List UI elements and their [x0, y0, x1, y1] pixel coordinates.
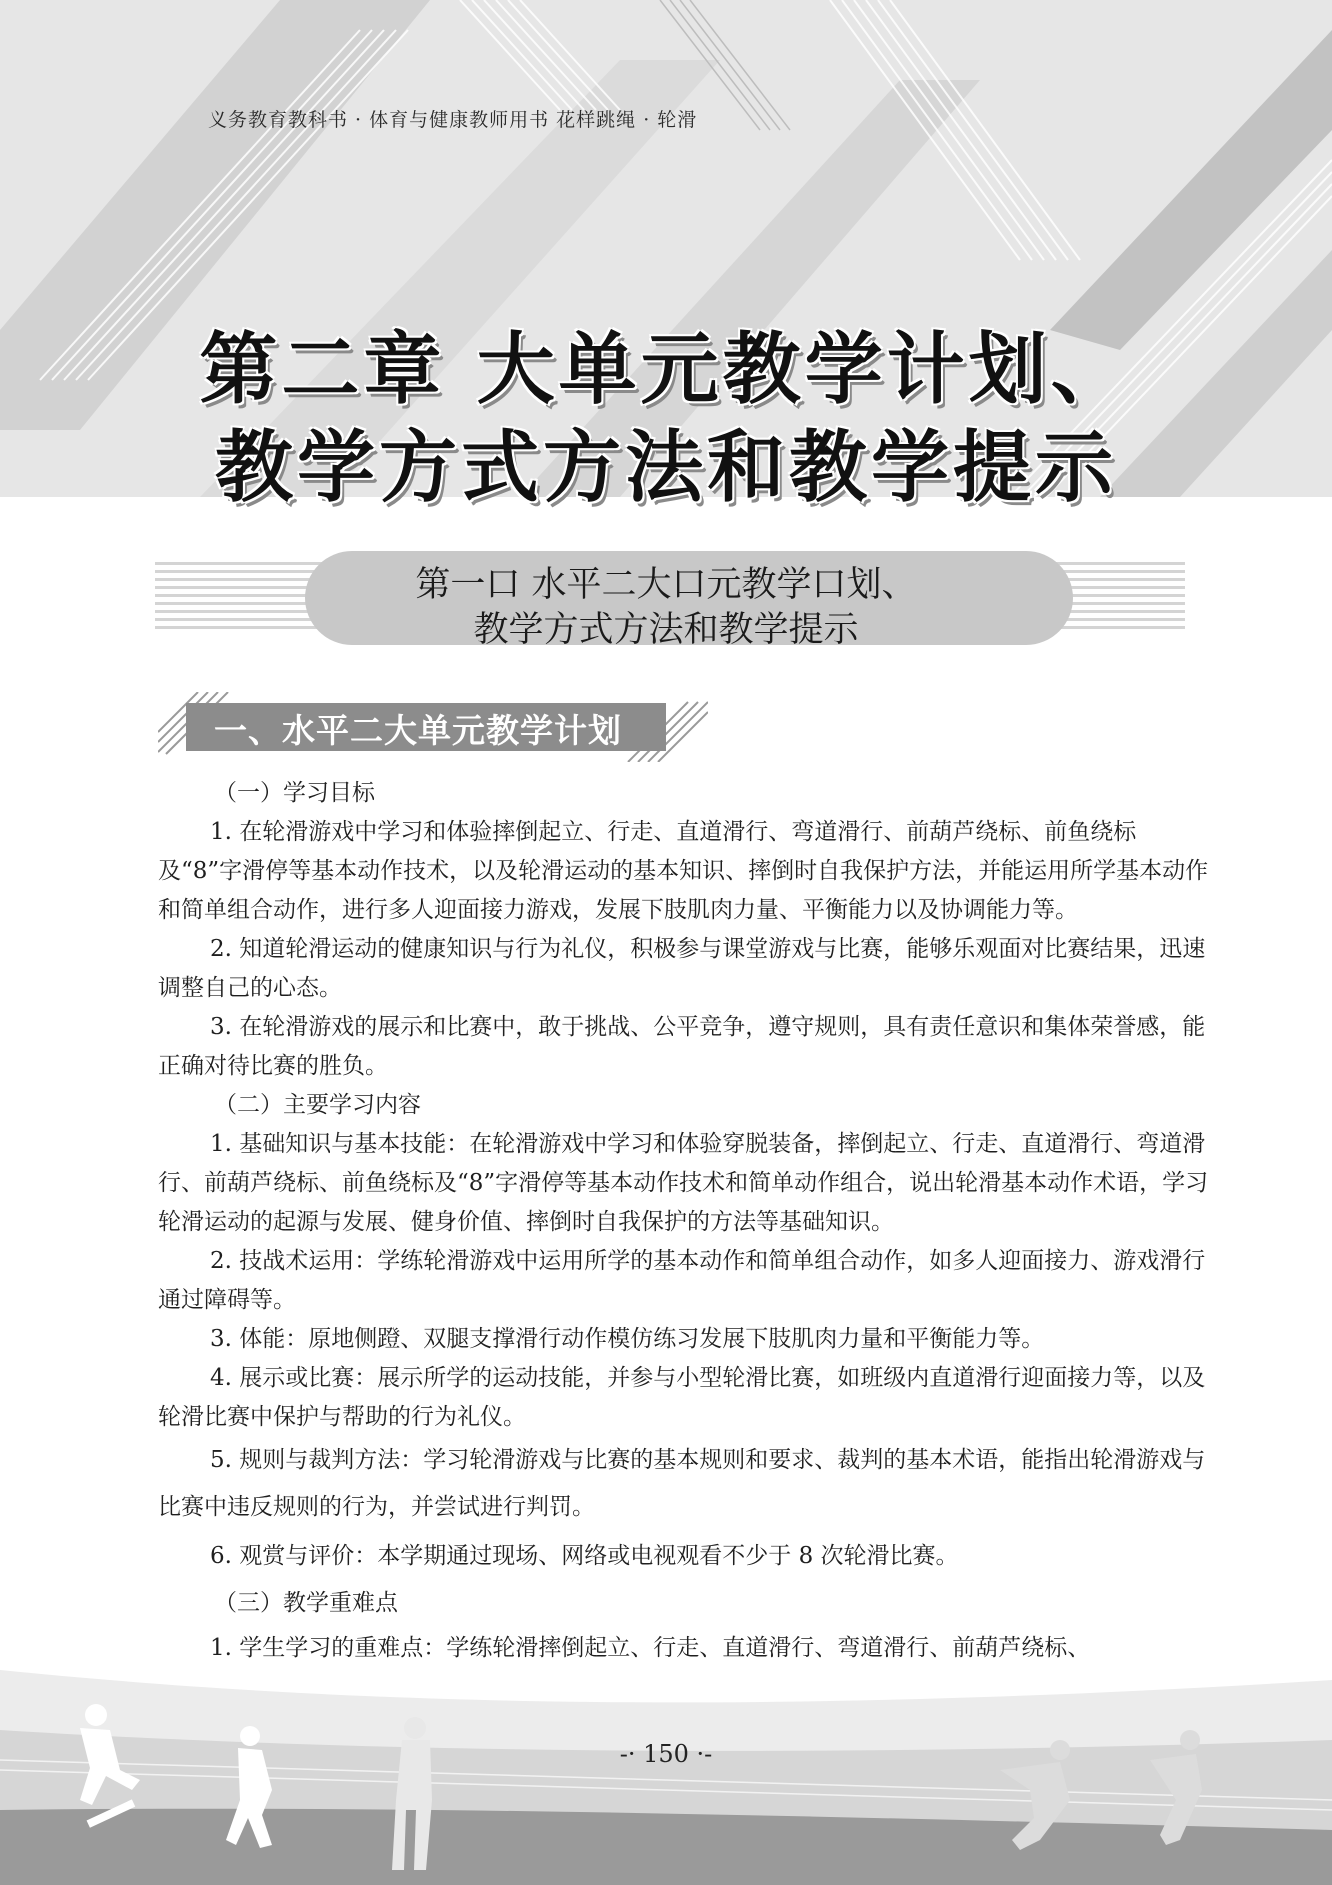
section-title-line2: 教学方式方法和教学提示: [473, 610, 859, 650]
subsection-title: 一、水平二大单元教学计划: [214, 711, 622, 750]
content-paragraph-6: 6. 观赏与评价：本学期通过现场、网络或电视观看不少于 8 次轮滑比赛。: [210, 1543, 959, 1569]
heading-main-content: （二）主要学习内容: [214, 1092, 421, 1118]
content-paragraph-5: 5. 规则与裁判方法：学习轮滑游戏与比赛的基本规则和要求、裁判的基本术语，能指出轮滑游戏与比赛中违反规则的行为，并尝试进行判罚。: [158, 1447, 1206, 1520]
goal-paragraph-2: 2. 知道轮滑运动的健康知识与行为礼仪，积极参与课堂游戏与比赛，能够乐观面对比赛结果，迅速调整自己的心态。: [158, 936, 1206, 1001]
content-paragraph-1: 1. 基础知识与基本技能：在轮滑游戏中学习和体验穿脱装备，摔倒起立、行走、直道滑行、弯道滑行、前葫芦绕标、前鱼绕标及“8”字滑停等基本动作技术和简单动作组合，说出轮滑基本动作术语，学习轮滑运动的起源与发展、健身价值、摔倒时自我保护的方法等基础知识。: [158, 1131, 1209, 1235]
goal-paragraph-3: 3. 在轮滑游戏的展示和比赛中，敢于挑战、公平竞争，遵守规则，具有责任意识和集体荣誉感，能正确对待比赛的胜负。: [158, 1014, 1206, 1079]
content-paragraph-4: 4. 展示或比赛：展示所学的运动技能，并参与小型轮滑比赛，如班级内直道滑行迎面接力等，以及轮滑比赛中保护与帮助的行为礼仪。: [158, 1365, 1206, 1430]
page-number: -· 150 ·-: [619, 1740, 713, 1768]
body-text: [158, 774, 1220, 1668]
content-paragraph-2: 2. 技战术运用：学练轮滑游戏中运用所学的基本动作和简单组合动作，如多人迎面接力、游戏滑行通过障碍等。: [158, 1248, 1206, 1313]
content-paragraph-3: 3. 体能：原地侧蹬、双腿支撑滑行动作模仿练习发展下肢肌肉力量和平衡能力等。: [210, 1326, 1045, 1352]
heading-key-points: （三）教学重难点: [214, 1590, 398, 1616]
keypoint-paragraph-1: 1. 学生学习的重难点：学练轮滑摔倒起立、行走、直道滑行、弯道滑行、前葫芦绕标、: [210, 1635, 1091, 1661]
heading-learning-goals: （一）学习目标: [214, 780, 375, 806]
chapter-title-line1: 第二章 大单元教学计划、: [199, 324, 1133, 415]
section-title-line1: 第一口 水平二大口元教学口划、: [415, 565, 917, 605]
goal-paragraph-1: 1. 在轮滑游戏中学习和体验摔倒起立、行走、直道滑行、弯道滑行、前葫芦绕标、前鱼绕标及“8”字滑停等基本动作技术，以及轮滑运动的基本知识、摔倒时自我保护方法，并能运用所学基本动作和简单组合动作，进行多人迎面接力游戏，发展下肢肌肉力量、平衡能力以及协调能力等。: [158, 819, 1209, 923]
running-head: 义务教育教科书 · 体育与健康教师用书 花样跳绳 · 轮滑: [208, 109, 698, 131]
chapter-title-line2: 教学方式方法和教学提示: [214, 422, 1117, 513]
